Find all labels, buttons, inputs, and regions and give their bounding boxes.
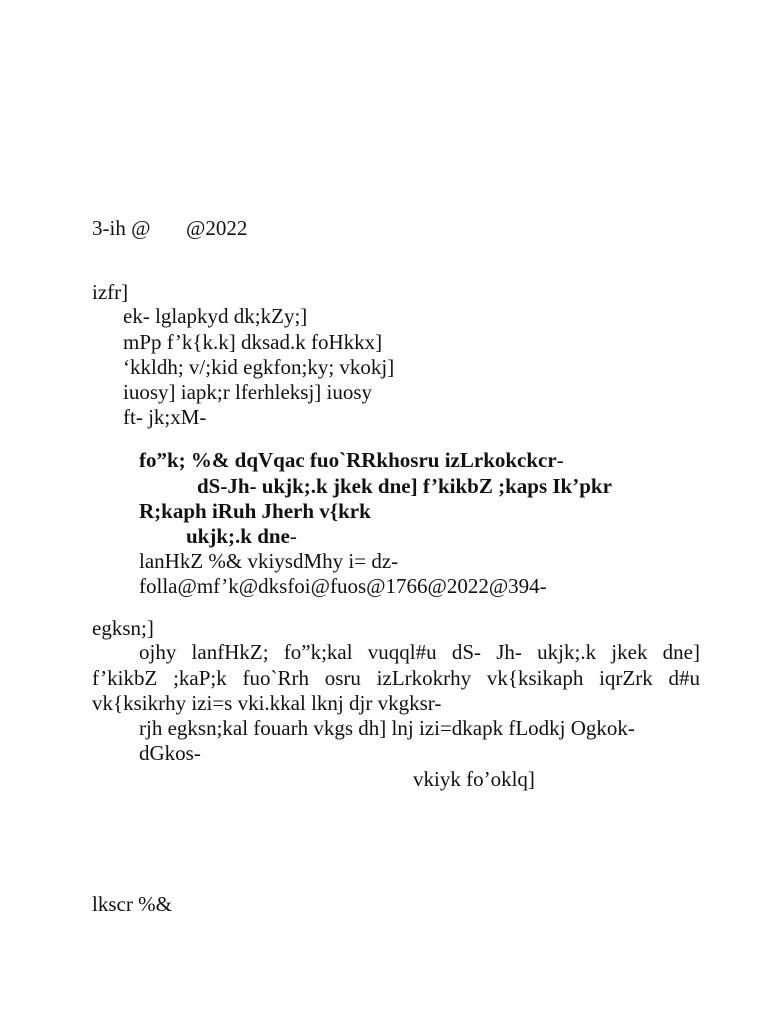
subject-punct: - <box>289 524 297 548</box>
body-line: rjh egksn;kal fouarh vkgs dh] lnj izi=dkapk fLodkj Ogkok- <box>139 716 635 740</box>
body-line: vk{ksikrhy izi=s vki.kkal lknj djr vkgksr- <box>92 691 442 715</box>
reference-line: folla@mf’k@dksfoi@fuos@1766@2022@394- <box>139 574 547 598</box>
recipient-line: iuosy] iapk;r lferhleksj] iuosy <box>123 380 373 404</box>
subject-line <box>186 524 297 548</box>
salutation: egksn;] <box>92 616 154 640</box>
subject-text: ukjk;.k dne <box>186 524 290 548</box>
closing: vkiyk fo’oklq] <box>413 767 535 791</box>
body-line: dGkos- <box>139 741 201 765</box>
subject-text: fo”k; %& dqVqac fuo`RRkhosru izLrkokckcr <box>139 448 557 472</box>
enclosure-label: lkscr %& <box>92 892 172 916</box>
recipient-line: ek- lglapkyd dk;kZy;] <box>123 304 308 328</box>
subject-punct: - <box>556 448 564 472</box>
reference-line: lanHkZ %& vkiysdMhy i= dz- <box>139 549 399 573</box>
subject-line <box>139 448 564 472</box>
body-text: ojhy lanfHkZ; fo”k;kal vuqql#u dS- Jh- ukjk;.k jkek dne] <box>139 640 700 664</box>
recipient-line: ft- jk;xM- <box>123 405 207 429</box>
body-line <box>92 640 700 664</box>
body-line: f’kikbZ ;kaP;k fuo`Rrh osru izLrkokrhy vk{ksikaph iqrZrk d#u <box>92 666 700 690</box>
recipient-line: mPp f’k{k.k] dksad.k foHkkx] <box>123 330 383 354</box>
recipient-line: ‘kkldh; v/;kid egkfon;ky; vkokj] <box>123 355 395 379</box>
subject-line: R;kaph iRuh Jherh v{krk <box>139 499 371 523</box>
date-prefix: 3-ih @ <box>92 216 151 240</box>
date-year: @2022 <box>186 216 248 240</box>
subject-line: dS-Jh- ukjk;.k jkek dne] f’kikbZ ;kaps Ik’pkr <box>197 474 612 498</box>
recipient-heading: izfr] <box>92 280 129 304</box>
